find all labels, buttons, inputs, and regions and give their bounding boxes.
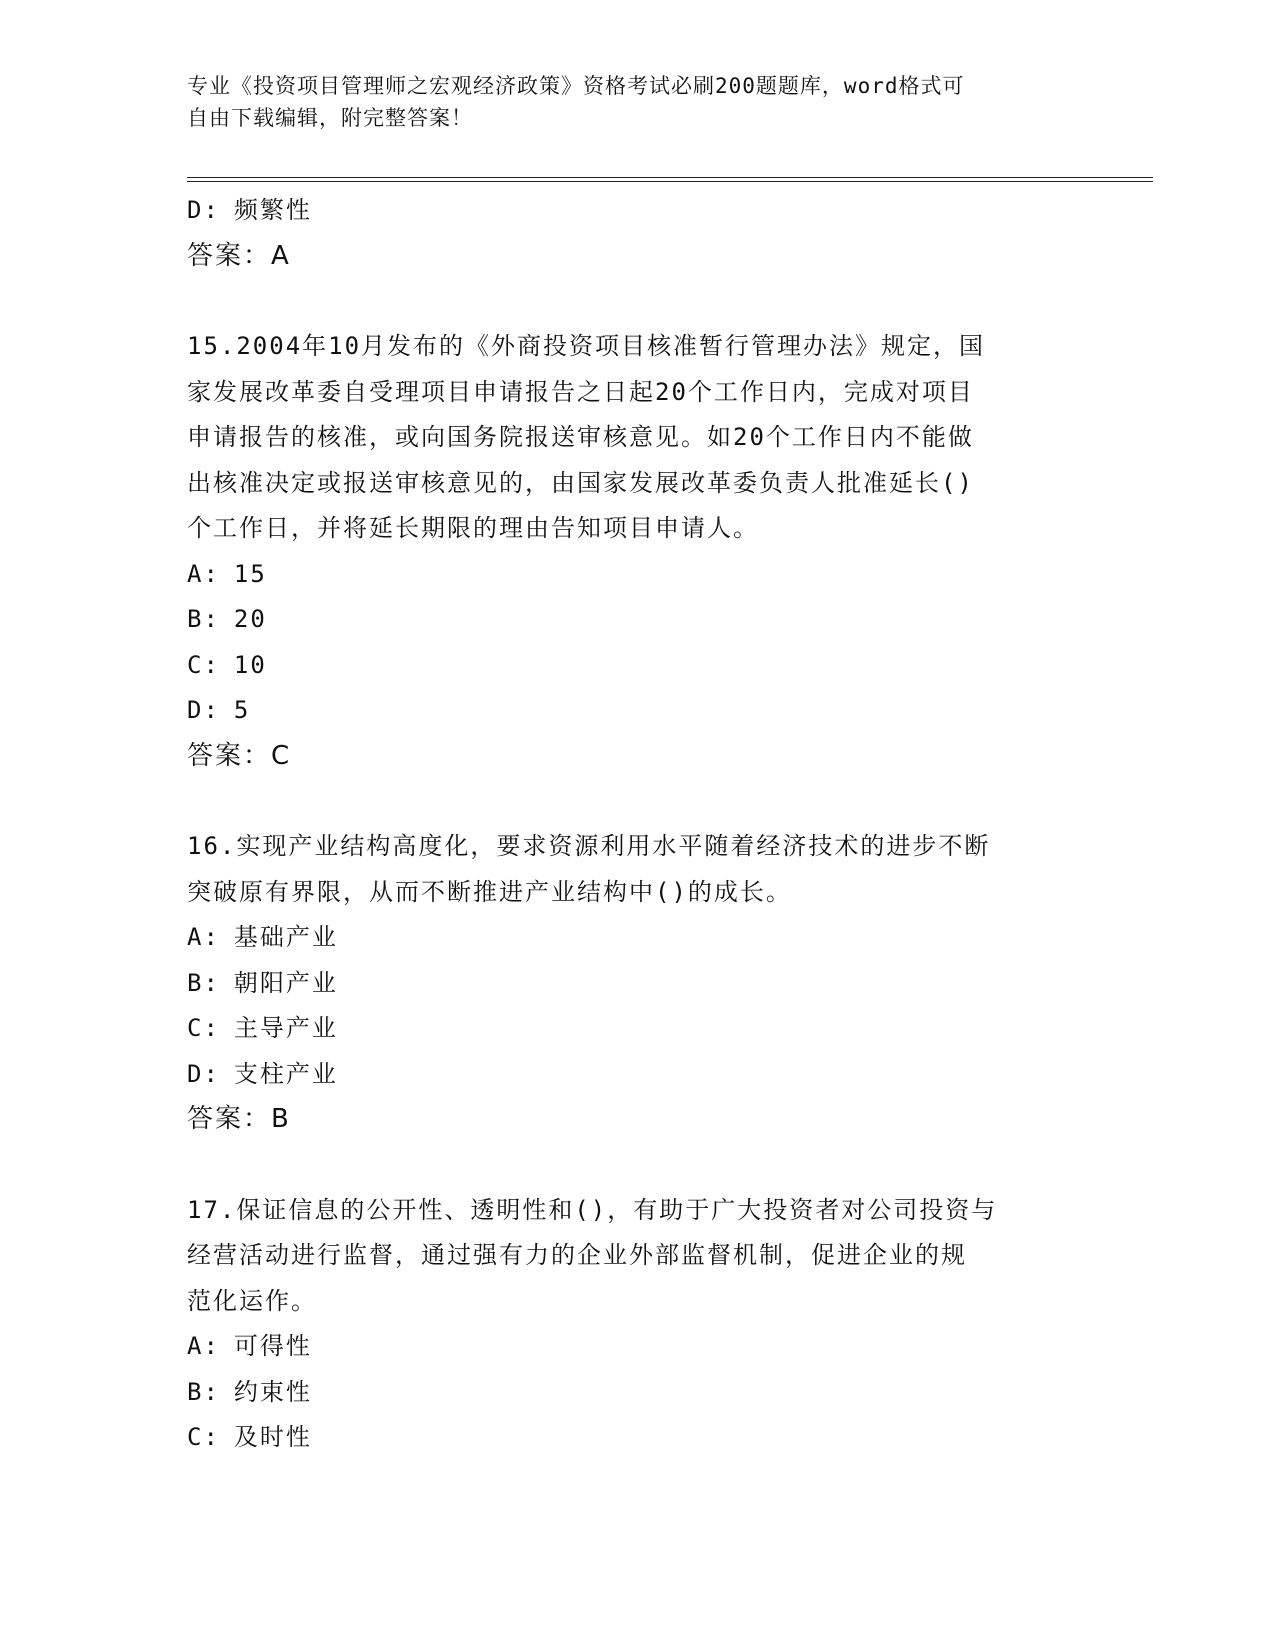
answer-line <box>187 1097 1087 1143</box>
question-stem-line: 范化运作。 <box>187 1286 317 1315</box>
option-separator: : <box>203 1014 220 1042</box>
question-stem-line: 17.保证信息的公开性、透明性和()，有助于广大投资者对公司投资与 <box>187 1195 998 1224</box>
option-d <box>187 1052 1087 1098</box>
answer-label: 答案： <box>187 240 272 271</box>
option-text: 支柱产业 <box>233 1059 338 1088</box>
option-letter: D <box>187 696 204 724</box>
answer-line <box>187 234 1087 280</box>
option-letter: B <box>187 605 204 633</box>
answer-value: A <box>271 240 291 271</box>
question-16 <box>187 824 1087 1143</box>
option-separator: : <box>203 1377 220 1406</box>
option-separator: : <box>203 696 220 724</box>
answer-label: 答案： <box>187 1104 272 1134</box>
option-separator: : <box>203 1332 220 1360</box>
option-letter: D <box>187 196 204 224</box>
answer-value: B <box>271 1104 291 1134</box>
option-letter: C <box>187 1423 204 1451</box>
option-d <box>187 188 1087 234</box>
option-a <box>187 915 1087 961</box>
option-separator: : <box>203 923 220 951</box>
option-letter: C <box>187 650 204 679</box>
question-17 <box>187 1188 1087 1461</box>
option-letter: D <box>187 1059 204 1088</box>
header-line-1: 专业《投资项目管理师之宏观经济政策》资格考试必刷200题题库，word格式可 <box>187 74 965 98</box>
option-b <box>187 1370 1087 1416</box>
option-text: 频繁性 <box>233 196 312 224</box>
option-c <box>187 1415 1087 1461</box>
option-separator: : <box>203 196 220 224</box>
previous-question-tail <box>187 188 1087 279</box>
option-d <box>187 688 1087 734</box>
option-text: 约束性 <box>233 1377 312 1406</box>
option-letter: A <box>187 1332 204 1360</box>
question-stem-line: 出核准决定或报送审核意见的，由国家发展改革委负责人批准延长() <box>187 468 974 497</box>
option-separator: : <box>203 605 220 633</box>
question-stem-line: 申请报告的核准，或向国务院报送审核意见。如20个工作日内不能做 <box>187 423 974 451</box>
option-letter: C <box>187 1014 204 1042</box>
option-text: 5 <box>233 696 251 724</box>
document-header <box>187 70 1087 134</box>
question-stem-line: 突破原有界限，从而不断推进产业结构中()的成长。 <box>187 877 792 906</box>
option-separator: : <box>203 650 220 679</box>
question-stem-line: 经营活动进行监督，通过强有力的企业外部监督机制，促进企业的规 <box>187 1241 967 1269</box>
option-letter: B <box>187 1377 204 1406</box>
option-b <box>187 961 1087 1007</box>
option-separator: : <box>203 968 220 997</box>
question-stem-line: 15.2004年10月发布的《外商投资项目核准暂行管理办法》规定，国 <box>187 332 986 360</box>
answer-line <box>187 734 1087 780</box>
question-stem-line: 16.实现产业结构高度化，要求资源利用水平随着经济技术的进步不断 <box>187 832 991 860</box>
answer-label: 答案： <box>187 740 272 771</box>
question-stem-line: 个工作日，并将延长期限的理由告知项目申请人。 <box>187 514 759 542</box>
header-divider <box>187 177 1153 182</box>
question-stem-line: 家发展改革委自受理项目申请报告之日起20个工作日内，完成对项目 <box>187 377 974 406</box>
document-body <box>187 188 1087 1461</box>
option-a <box>187 1324 1087 1370</box>
option-separator: : <box>203 1059 220 1088</box>
question-15 <box>187 324 1087 779</box>
option-separator: : <box>203 559 220 588</box>
option-letter: A <box>187 923 204 951</box>
option-text: 及时性 <box>233 1423 312 1451</box>
option-text: 可得性 <box>233 1332 312 1360</box>
option-separator: : <box>203 1423 220 1451</box>
option-c <box>187 1006 1087 1052</box>
answer-value: C <box>271 740 292 771</box>
option-a <box>187 552 1087 598</box>
option-text: 基础产业 <box>233 923 338 951</box>
option-letter: B <box>187 968 204 997</box>
option-c <box>187 643 1087 689</box>
header-line-2: 自由下载编辑，附完整答案！ <box>187 106 473 130</box>
option-text: 朝阳产业 <box>233 968 338 997</box>
option-text: 主导产业 <box>233 1014 338 1042</box>
option-text: 15 <box>233 559 267 588</box>
option-text: 10 <box>233 650 267 679</box>
option-letter: A <box>187 559 204 588</box>
option-text: 20 <box>233 605 267 633</box>
option-b <box>187 597 1087 643</box>
